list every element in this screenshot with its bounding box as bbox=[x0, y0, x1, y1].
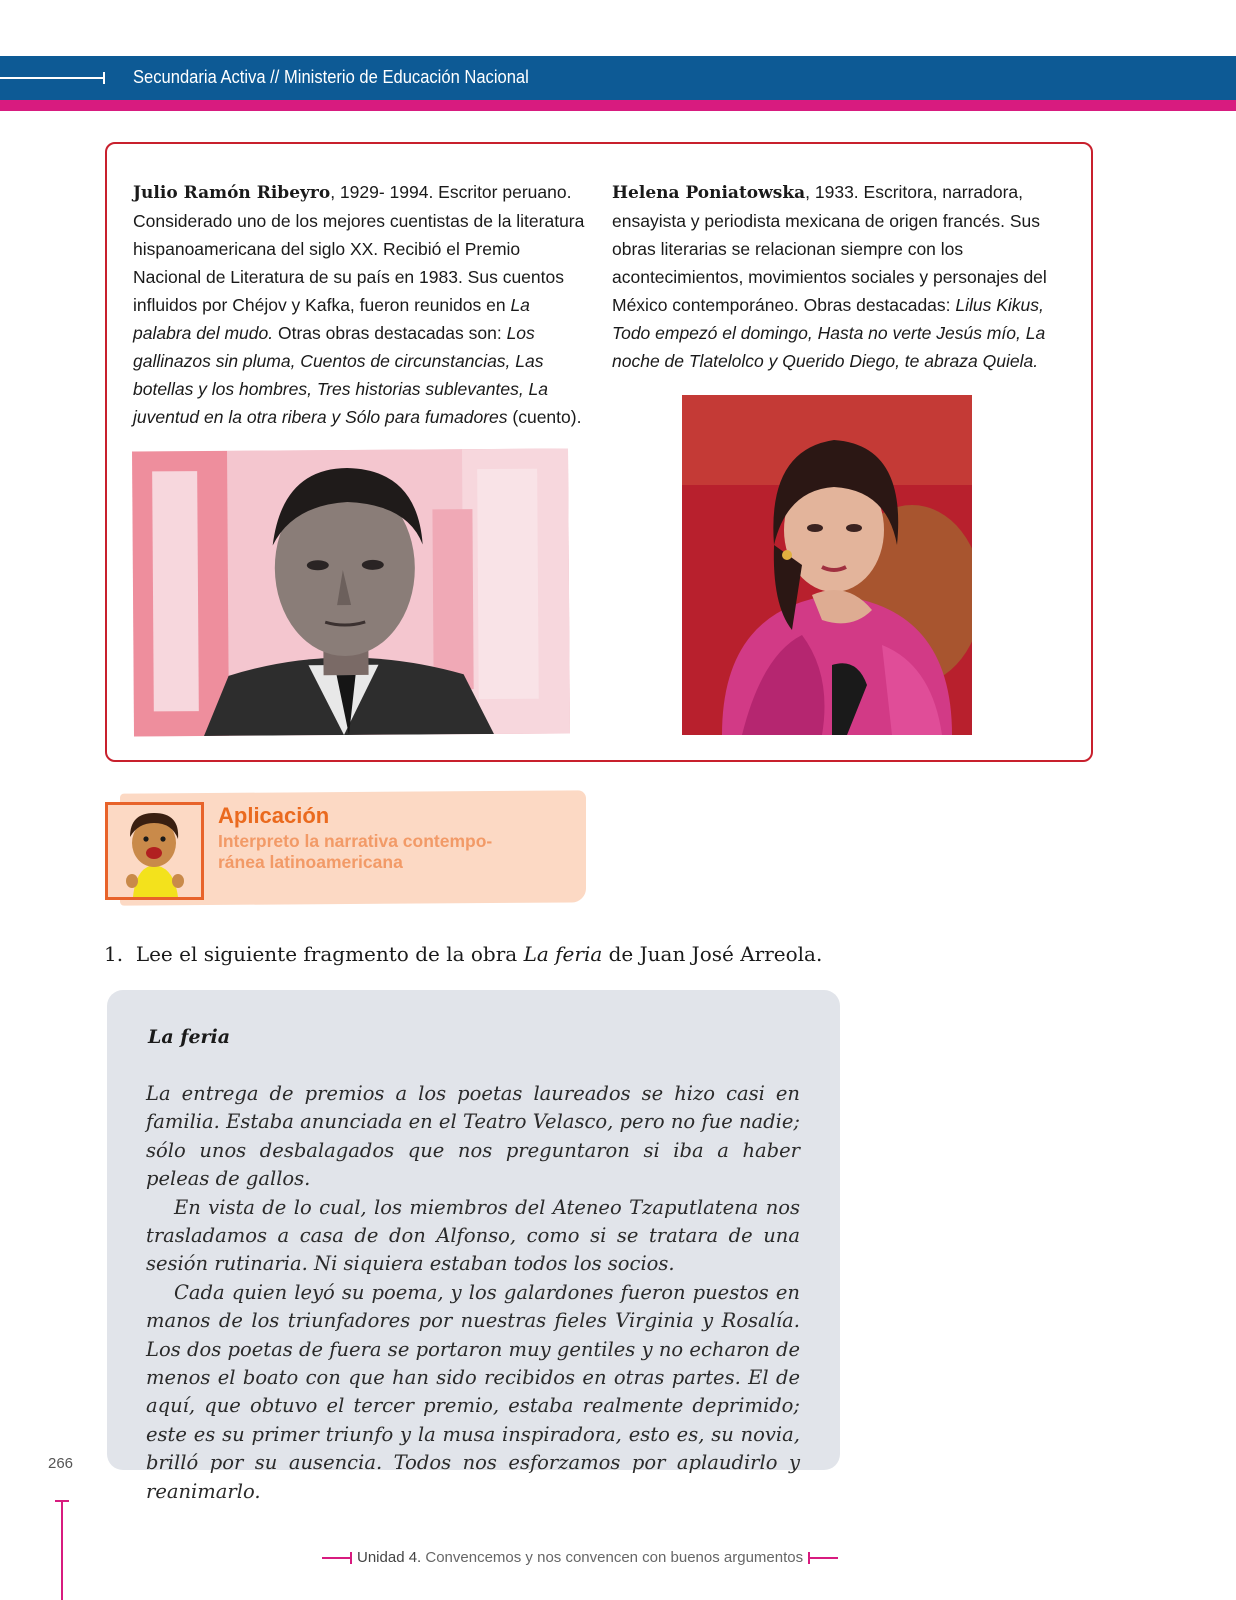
application-title: Aplicación bbox=[218, 803, 330, 828]
header-rule-tick bbox=[103, 72, 105, 84]
bio-ribeyro-intro: , 1929- 1994. Escritor peruano. Considerado uno de los mejores cuentistas de la literatura hispanoamericana del siglo XX. Recibió el Premio Nacional de Literatura de su país en 1983. Sus cuentos influidos por Chéjov y Kafka, fueron reunidos en bbox=[133, 182, 585, 315]
author-name-ribeyro: Julio Ramón Ribeyro bbox=[133, 183, 331, 203]
header-accent-stripe bbox=[0, 100, 1236, 111]
page-number: 266 bbox=[48, 1455, 74, 1472]
bio-poniatowska-works: Lilus Kikus, Todo empezó el domingo, Hasta no verte Jesús mío, La noche de Tlatelolco y Querido Diego, te abraza Quiela. bbox=[612, 295, 1046, 371]
application-subtitle-line-1: Interpreto la narrativa contempo- bbox=[218, 831, 493, 851]
header-rule bbox=[0, 77, 104, 79]
exercise-work-title: La feria bbox=[523, 942, 603, 966]
passage-body bbox=[146, 1080, 800, 1506]
author-name-poniatowska: Helena Poniatowska bbox=[612, 183, 806, 203]
photo-poniatowska bbox=[682, 395, 972, 735]
bio-ribeyro-works-label: Otras obras destacadas son: bbox=[273, 323, 507, 343]
bio-ribeyro-book: La palabra del mudo. bbox=[133, 295, 530, 343]
passage-paragraph: En vista de lo cual, los miembros del Ateneo Tzaputlatena nos trasladamos a casa de don Alfonso, como si se tratara de una sesión rutinaria. Ni siquiera estaban todos los socios. bbox=[146, 1195, 800, 1276]
footer bbox=[322, 1549, 838, 1573]
bio-ribeyro-works: Los gallinazos sin pluma, Cuentos de circunstancias, Las botellas y los hombres, Tres historias sublevantes, La juventud en la otra ribera y Sólo para fumadores bbox=[133, 323, 549, 427]
exercise-text-after: de Juan José Arreola. bbox=[602, 942, 823, 966]
bio-poniatowska-intro: , 1933. Escritora, narradora, ensayista y periodista mexicana de origen francés. Sus obras literarias se relacionan siempre con los acontecimientos, movimientos sociales y personajes del México contemporáneo. Obras destacadas: bbox=[612, 182, 1047, 315]
footer-rule-right bbox=[808, 1557, 838, 1559]
bio-poniatowska bbox=[612, 178, 1077, 375]
boy-thumbs-up-icon bbox=[108, 805, 201, 897]
exercise-text-before: Lee el siguiente fragmento de la obra bbox=[135, 942, 524, 966]
application-avatar-frame bbox=[105, 802, 204, 900]
portrait-man-image bbox=[132, 448, 570, 736]
bio-ribeyro-works-suffix: (cuento). bbox=[507, 407, 582, 427]
exercise-number: 1. bbox=[104, 942, 124, 966]
footer-unit-title: Convencemos y nos convencen con buenos argumentos bbox=[421, 1549, 804, 1566]
application-subtitle-line-2: ránea latinoamericana bbox=[218, 852, 403, 872]
footer-unit-label: Unidad 4. bbox=[357, 1549, 422, 1566]
application-subtitle bbox=[218, 831, 548, 873]
passage-paragraph: La entrega de premios a los poetas laureados se hizo casi en familia. Estaba anunciada en el Teatro Velasco, pero no fue nadie; sólo unos desbalagados que nos preguntaron si iba a haber peleas de gallos. bbox=[146, 1082, 800, 1191]
passage-paragraph: Cada quien leyó su poema, y los galardones fueron puestos en manos de los triunfadores por nuestras fieles Virginia y Rosalía. Los dos poetas de fuera se portaron muy gentiles y no echaron de menos el boato con que han sido recibidos en otras partes. El de aquí, que obtuvo el tercer premio, estaba realmente deprimido; este es su primer triunfo y la musa inspiradora, esto es, su novia, brilló por su ausencia. Todos nos esforzamos por aplaudirlo y reanimarlo. bbox=[146, 1280, 800, 1503]
bio-ribeyro bbox=[133, 178, 593, 431]
footer-rule-left bbox=[322, 1557, 352, 1559]
passage-title: La feria bbox=[148, 1026, 231, 1048]
exercise-instruction bbox=[104, 942, 822, 966]
margin-line bbox=[61, 1500, 63, 1600]
header-title: Secundaria Activa // Ministerio de Educación Nacional bbox=[133, 67, 529, 87]
photo-ribeyro bbox=[132, 448, 570, 736]
portrait-woman-image bbox=[682, 395, 972, 735]
